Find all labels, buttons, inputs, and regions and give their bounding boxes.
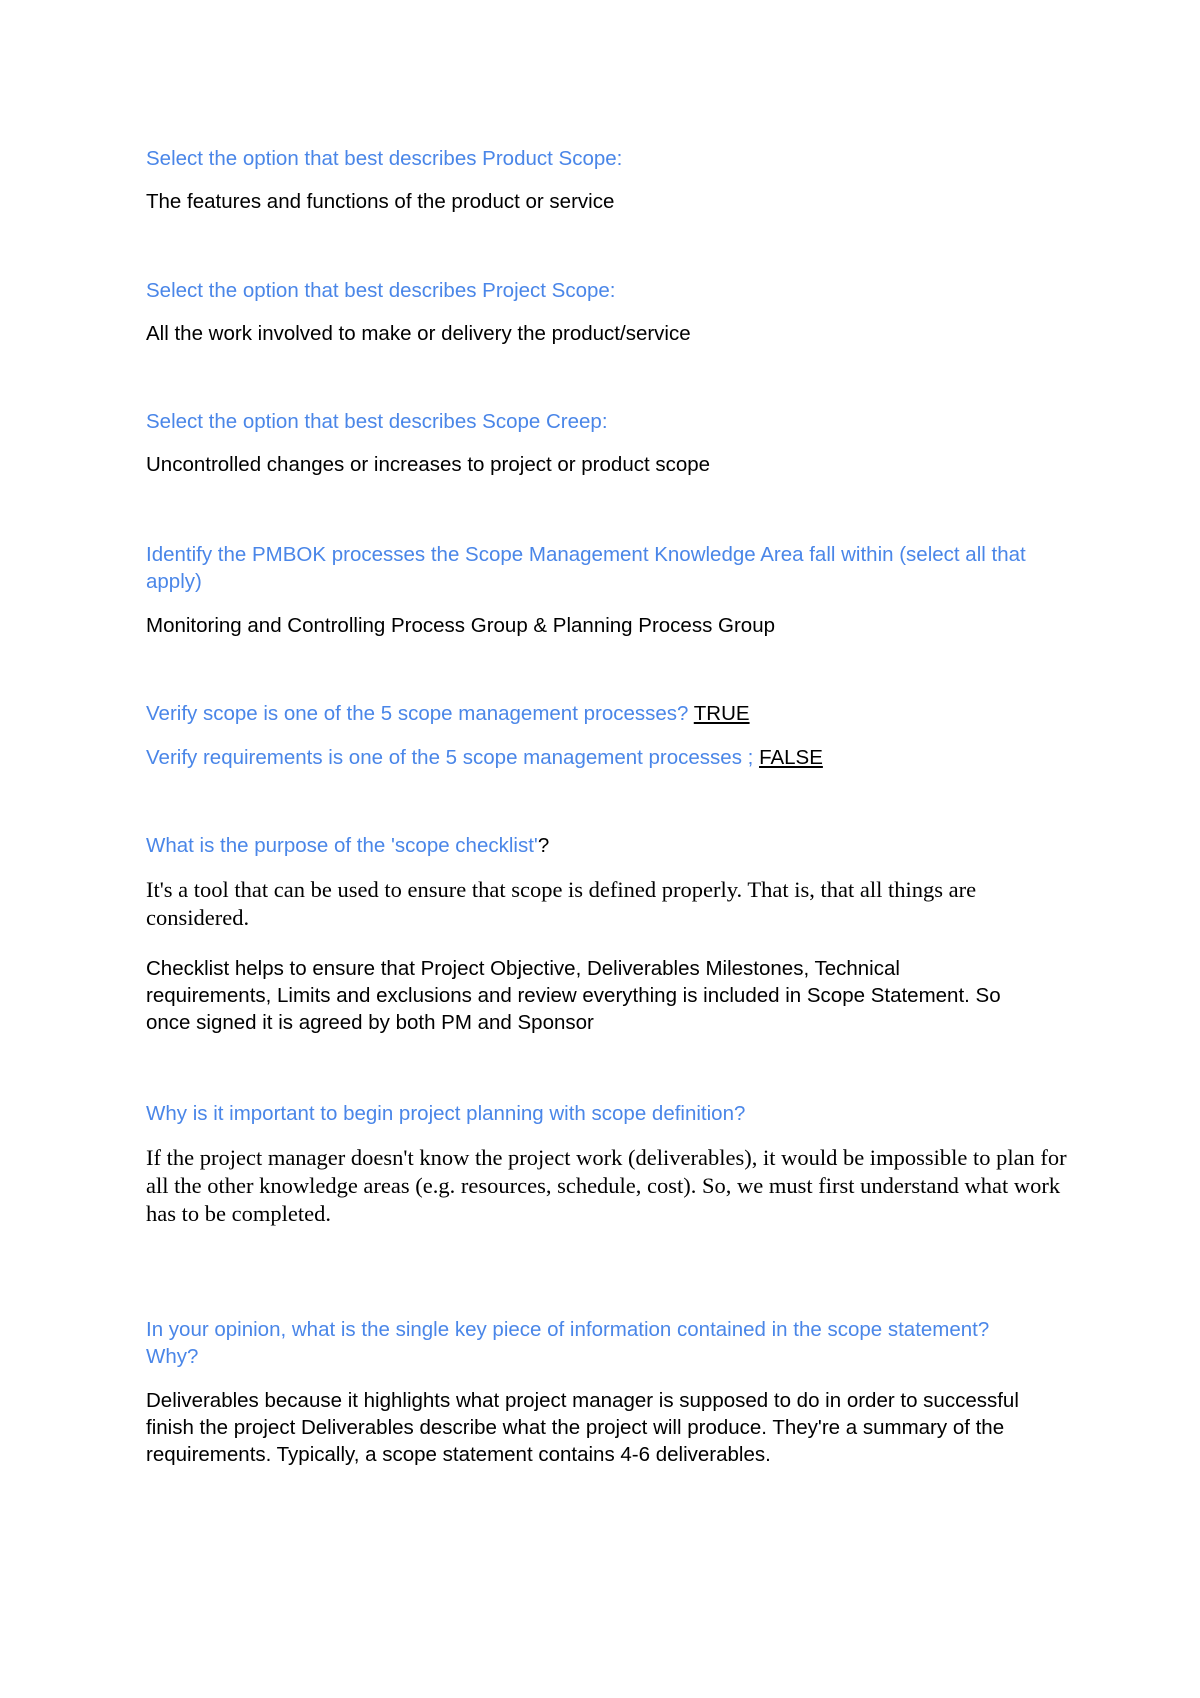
question-key-information: In your opinion, what is the single key piece of information contained in the scope statement? Why? — [146, 1318, 990, 1368]
question-pmbok-processes: Identify the PMBOK processes the Scope Management Knowledge Area fall within (select all that apply) — [146, 543, 1026, 593]
answer-product-scope: The features and functions of the product or service — [146, 190, 615, 213]
answer-scope-definition: If the project manager doesn't know the project work (deliverables), it would be impossible to plan for all the other knowledge areas (e.g. resources, schedule, cost). So, we must first understand what work has to be completed. — [146, 1145, 1067, 1226]
question-project-scope: Select the option that best describes Project Scope: — [146, 279, 616, 302]
answer-verify-scope: TRUE — [693, 702, 750, 725]
question-scope-checklist — [146, 832, 1066, 859]
question-verify-scope — [146, 700, 1066, 727]
question-scope-creep: Select the option that best describes Scope Creep: — [146, 410, 608, 433]
answer-scope-checklist-extra: Checklist helps to ensure that Project Objective, Deliverables Milestones, Technical requirements, Limits and exclusions and review everything is included in Scope Statement. So once signed it is agreed by both PM and Sponsor — [146, 957, 1001, 1034]
answer-scope-checklist: It's a tool that can be used to ensure that scope is defined properly. That is, that all things are considered. — [146, 877, 977, 930]
answer-pmbok-processes: Monitoring and Controlling Process Group & Planning Process Group — [146, 614, 775, 637]
question-product-scope: Select the option that best describes Product Scope: — [146, 147, 623, 170]
question-verify-requirements-text: Verify requirements is one of the 5 scope management processes ; — [146, 746, 760, 769]
question-scope-checklist-mark: ? — [537, 834, 550, 857]
answer-verify-requirements: FALSE — [759, 746, 823, 769]
question-verify-requirements — [146, 744, 1066, 771]
answer-project-scope: All the work involved to make or delivery the product/service — [146, 322, 691, 345]
question-scope-definition: Why is it important to begin project planning with scope definition? — [146, 1102, 746, 1125]
question-verify-scope-text: Verify scope is one of the 5 scope management processes? — [146, 702, 694, 725]
answer-scope-creep: Uncontrolled changes or increases to project or product scope — [146, 453, 711, 476]
answer-key-information: Deliverables because it highlights what project manager is supposed to do in order to successful finish the project Deliverables describe what the project will produce. They're a summary of the requirements. Typically, a scope statement contains 4-6 deliverables. — [146, 1389, 1019, 1466]
question-scope-checklist-text: What is the purpose of the 'scope checklist' — [146, 834, 538, 857]
